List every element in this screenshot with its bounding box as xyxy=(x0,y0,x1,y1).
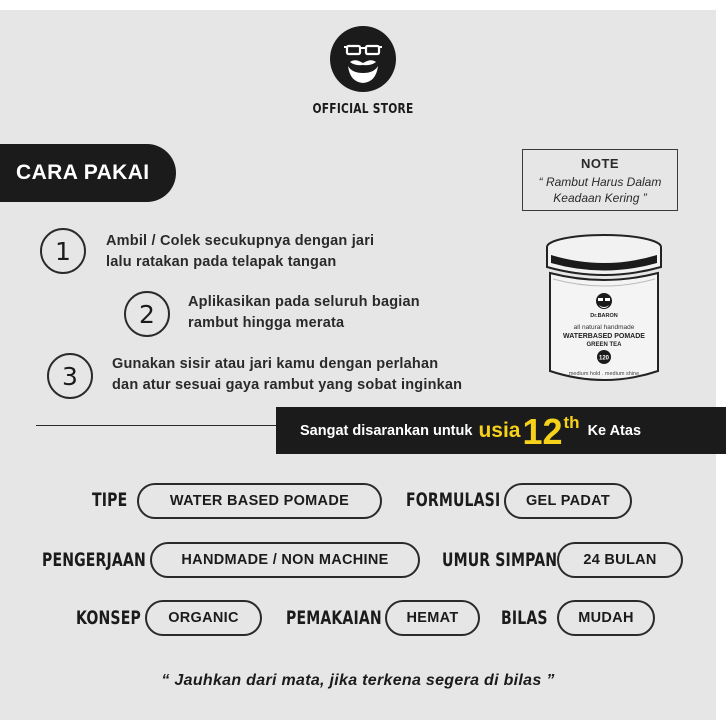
store-label: OFFICIAL STORE xyxy=(312,102,414,117)
spec-value-konsep: ORGANIC xyxy=(145,600,262,636)
spec-label-konsep: KONSEP xyxy=(76,607,141,629)
spec-label-umur-simpan: UMUR SIMPAN xyxy=(442,549,558,571)
section-title xyxy=(0,144,176,202)
step-3-text xyxy=(112,354,462,396)
spec-value-pengerjaan: HANDMADE / NON MACHINE xyxy=(150,542,420,578)
step-2-text xyxy=(188,292,420,334)
step-1-line-1: Ambil / Colek secukupnya dengan jari xyxy=(106,233,375,249)
spec-value-tipe: WATER BASED POMADE xyxy=(137,483,382,519)
age-suffix-th: th xyxy=(563,412,580,432)
jar-line-c: GREEN TEA xyxy=(586,342,622,348)
spec-value-pemakaian: HEMAT xyxy=(385,600,480,636)
note-line-2: Keadaan Kering ” xyxy=(553,191,647,205)
section-title-text: CARA PAKAI xyxy=(16,161,150,184)
step-2-line-1: Aplikasikan pada seluruh bagian xyxy=(188,294,420,310)
age-prefix: Sangat disarankan untuk xyxy=(300,422,473,439)
warning-text: “ Jauhkan dari mata, jika terkena segera di bilas ” xyxy=(161,672,555,689)
step-2-line-2: rambut hingga merata xyxy=(188,315,345,331)
jar-line-a: all natural handmade xyxy=(573,324,635,331)
divider-line xyxy=(36,425,276,426)
step-1-number: 1 xyxy=(40,228,86,274)
age-notice-bar xyxy=(276,407,726,454)
jar-footer: medium hold . medium shine xyxy=(568,371,640,377)
jar-brand: Dr.BARON xyxy=(590,313,618,319)
spec-label-formulasi: FORMULASI xyxy=(406,489,501,511)
note-title: NOTE xyxy=(580,156,620,171)
pomade-jar-image xyxy=(541,233,667,395)
step-1-text xyxy=(106,231,374,273)
spec-value-umur-simpan: 24 BULAN xyxy=(557,542,683,578)
spec-label-tipe: TIPE xyxy=(92,489,128,511)
note-box xyxy=(522,149,678,211)
spec-label-bilas: BILAS xyxy=(501,607,548,629)
step-3-line-2: dan atur sesuai gaya rambut yang sobat inginkan xyxy=(112,377,463,393)
note-line-1: “ Rambut Harus Dalam xyxy=(538,175,662,189)
spec-value-bilas: MUDAH xyxy=(557,600,655,636)
age-postfix: Ke Atas xyxy=(587,422,642,439)
spec-value-formulasi: GEL PADAT xyxy=(504,483,632,519)
jar-line-b: WATERBASED POMADE xyxy=(563,333,645,340)
bearded-man-glasses-icon xyxy=(330,26,396,92)
step-2-number: 2 xyxy=(124,291,170,337)
step-3-line-1: Gunakan sisir atau jari kamu dengan perlahan xyxy=(112,356,439,372)
step-1-line-2: lalu ratakan pada telapak tangan xyxy=(106,254,337,270)
spec-label-pengerjaan: PENGERJAAN xyxy=(42,549,146,571)
age-usia: usia xyxy=(478,418,521,442)
age-number: 12 xyxy=(522,410,563,452)
step-3-number: 3 xyxy=(47,353,93,399)
jar-size: 120 xyxy=(598,355,610,362)
spec-label-pemakaian: PEMAKAIAN xyxy=(286,607,382,629)
